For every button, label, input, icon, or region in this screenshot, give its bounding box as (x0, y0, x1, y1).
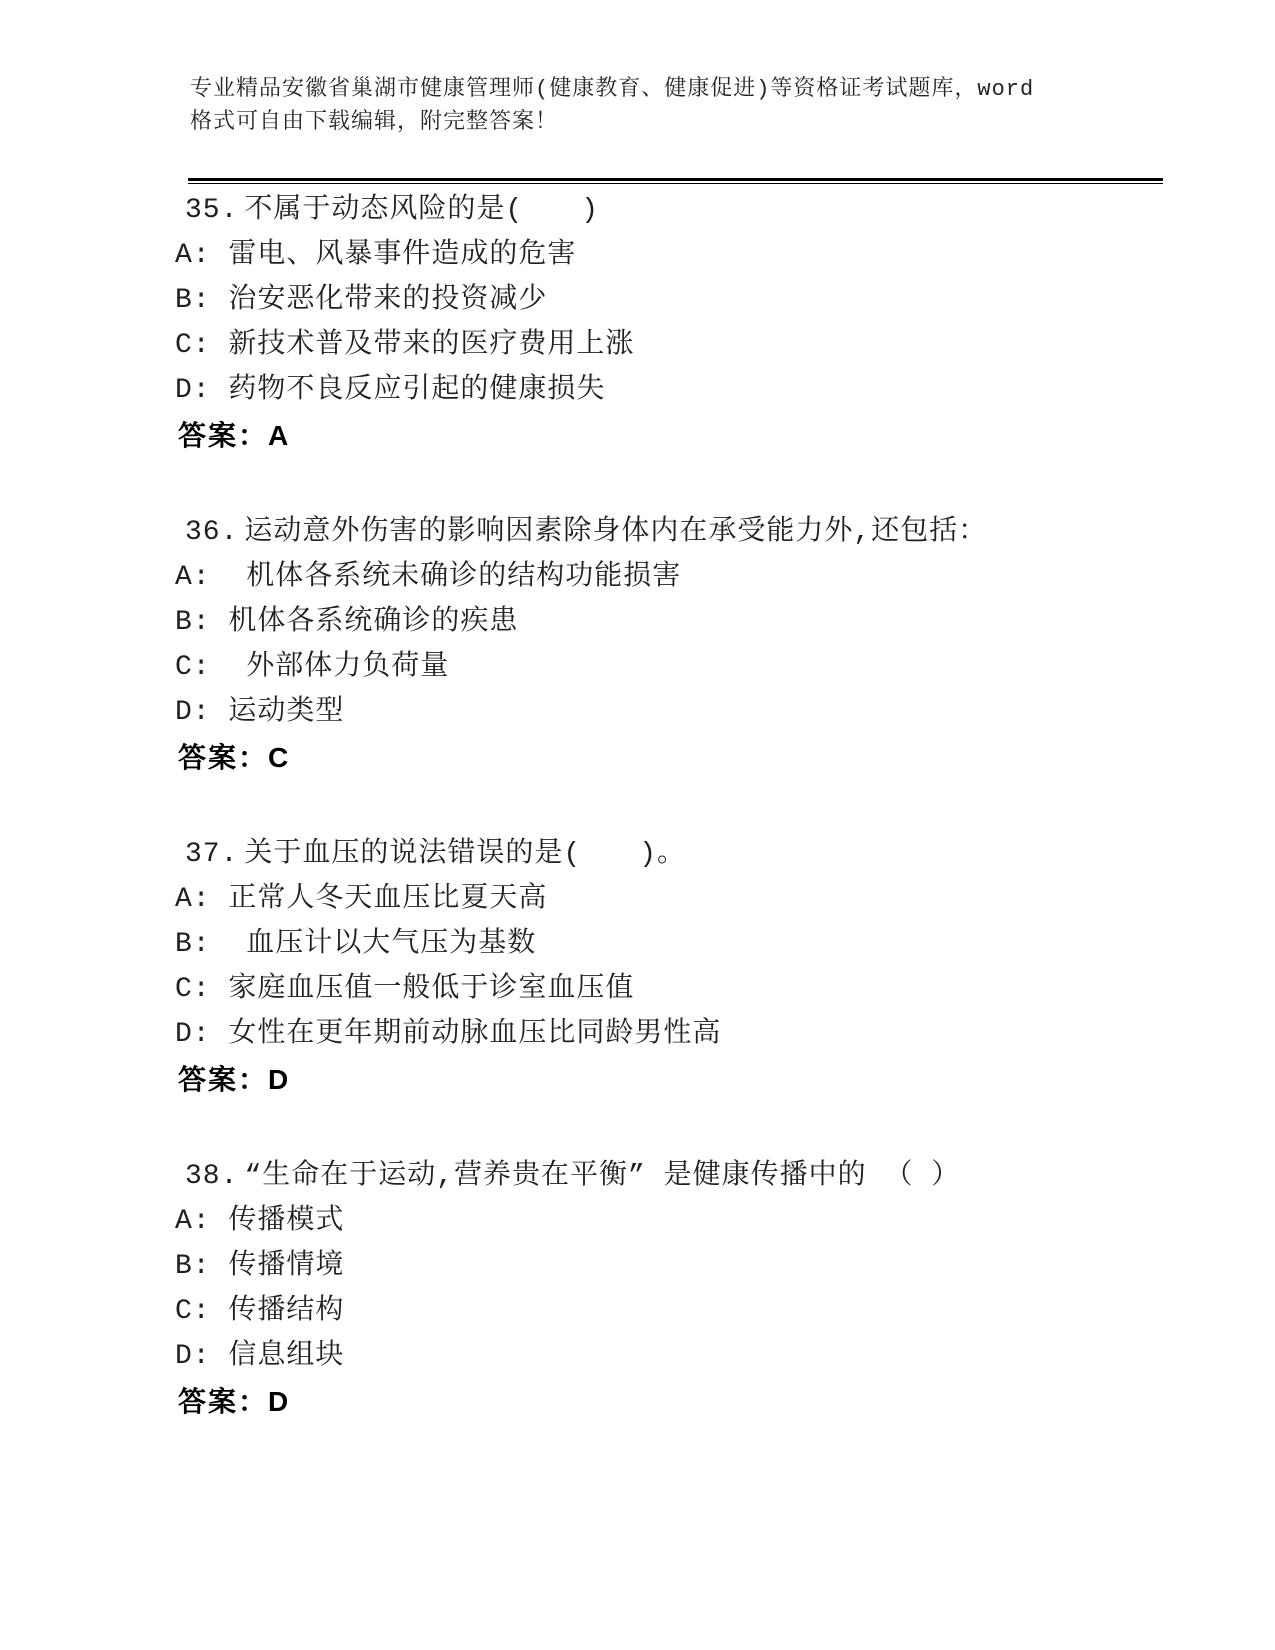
question-stem: 关于血压的说法错误的是( )。 (244, 839, 687, 870)
question-title (175, 1154, 1275, 1199)
answer-line (175, 413, 1275, 458)
question-stem: “生命在于运动,营养贵在平衡” 是健康传播中的 （ ） (244, 1161, 961, 1192)
header-divider-rule (188, 178, 1163, 184)
question-block-35 (175, 188, 1275, 458)
question-number: 36. (185, 517, 239, 548)
option-d: D: 运动类型 (175, 697, 345, 728)
answer-line (175, 1057, 1275, 1102)
option-c: C: 新技术普及带来的医疗费用上涨 (175, 330, 635, 361)
question-number: 35. (185, 195, 239, 226)
question-block-38 (175, 1154, 1275, 1424)
answer-label: 答案： (178, 1386, 269, 1417)
answer-label: 答案： (178, 742, 269, 773)
question-block-37 (175, 832, 1275, 1102)
answer-value: D (268, 1386, 291, 1417)
question-stem: 不属于动态风险的是( ) (244, 195, 600, 226)
option-a: A: 传播模式 (175, 1206, 345, 1237)
answer-line (175, 1379, 1275, 1424)
question-title (175, 510, 1275, 555)
option-a: A: 正常人冬天血压比夏天高 (175, 884, 548, 915)
question-number: 37. (185, 839, 239, 870)
option-c: C: 传播结构 (175, 1296, 345, 1327)
question-number: 38. (185, 1161, 239, 1192)
option-d: D: 药物不良反应引起的健康损失 (175, 375, 606, 406)
option-a: A: 雷电、风暴事件造成的危害 (175, 240, 577, 271)
question-list (0, 188, 1275, 1424)
option-b: B: 机体各系统确诊的疾患 (175, 607, 519, 638)
answer-label: 答案： (178, 420, 269, 451)
answer-value: D (268, 1064, 291, 1095)
answer-label: 答案： (178, 1064, 269, 1095)
option-b: B: 治安恶化带来的投资减少 (175, 285, 548, 316)
option-c: C: 家庭血压值一般低于诊室血压值 (175, 974, 635, 1005)
option-b: B: 传播情境 (175, 1251, 345, 1282)
option-c: C: 外部体力负荷量 (175, 652, 450, 683)
question-title (175, 188, 1275, 233)
answer-value: C (268, 742, 291, 773)
option-b: B: 血压计以大气压为基数 (175, 929, 537, 960)
option-d: D: 信息组块 (175, 1341, 345, 1372)
option-a: A: 机体各系统未确诊的结构功能损害 (175, 562, 682, 593)
question-title (175, 832, 1275, 877)
question-block-36 (175, 510, 1275, 780)
header-line-2: 格式可自由下载编辑，附完整答案！ (190, 110, 559, 135)
header-line-1: 专业精品安徽省巢湖市健康管理师(健康教育、健康促进)等资格证考试题库，word (190, 77, 1035, 102)
option-d: D: 女性在更年期前动脉血压比同龄男性高 (175, 1019, 722, 1050)
answer-value: A (268, 420, 291, 451)
answer-line (175, 735, 1275, 780)
question-stem: 运动意外伤害的影响因素除身体内在承受能力外,还包括： (244, 517, 988, 548)
page-header (0, 0, 1275, 139)
